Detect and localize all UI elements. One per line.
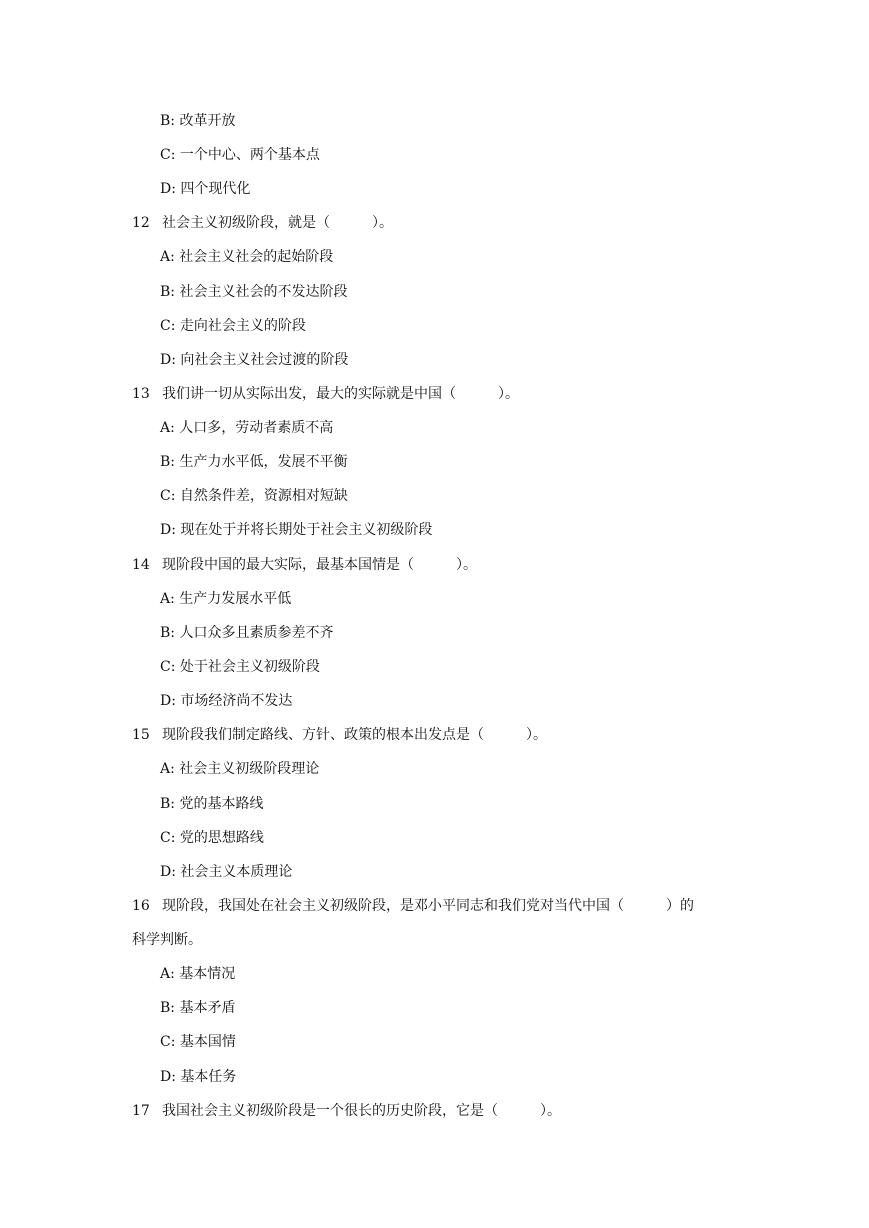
option-line: D: 基本任务 <box>160 1069 237 1085</box>
option-line: C: 基本国情 <box>160 1034 236 1050</box>
option-line: A: 社会主义社会的起始阶段 <box>160 249 334 265</box>
option-line: D: 四个现代化 <box>160 181 251 197</box>
question-line <box>132 1101 561 1121</box>
option-line: B: 党的基本路线 <box>160 796 264 812</box>
option-line: B: 人口众多且素质参差不齐 <box>160 625 334 641</box>
option-line: C: 处于社会主义初级阶段 <box>160 659 320 675</box>
option-line: A: 社会主义初级阶段理论 <box>160 761 320 777</box>
option-line: A: 生产力发展水平低 <box>160 591 292 607</box>
question-number: 16 <box>132 898 150 914</box>
option-line: B: 社会主义社会的不发达阶段 <box>160 284 348 300</box>
question-number: 14 <box>132 557 150 573</box>
option-line: B: 改革开放 <box>160 113 236 129</box>
question-continuation: 科学判断。 <box>132 932 202 948</box>
question-line <box>132 725 547 745</box>
option-line: C: 自然条件差，资源相对短缺 <box>160 488 348 504</box>
question-line <box>132 213 393 233</box>
question-text: 我们讲一切从实际出发，最大的实际就是中国（ ）。 <box>162 386 519 402</box>
option-line: C: 党的思想路线 <box>160 830 264 846</box>
question-number: 17 <box>132 1103 150 1119</box>
question-text: 我国社会主义初级阶段是一个很长的历史阶段，它是（ ）。 <box>162 1103 561 1119</box>
option-line: A: 基本情况 <box>160 966 236 982</box>
question-text: 现阶段我们制定路线、方针、政策的根本出发点是（ ）。 <box>162 727 547 743</box>
option-line: B: 生产力水平低，发展不平衡 <box>160 454 348 470</box>
question-line <box>132 896 694 916</box>
option-line: C: 一个中心、两个基本点 <box>160 147 320 163</box>
option-line: D: 市场经济尚不发达 <box>160 693 293 709</box>
option-line: D: 现在处于并将长期处于社会主义初级阶段 <box>160 522 433 538</box>
question-text: 社会主义初级阶段，就是（ ）。 <box>162 215 393 231</box>
question-text: 现阶段，我国处在社会主义初级阶段，是邓小平同志和我们党对当代中国（ ）的 <box>162 898 694 914</box>
question-text: 现阶段中国的最大实际，最基本国情是（ ）。 <box>162 557 477 573</box>
question-line <box>132 384 519 404</box>
question-line <box>132 555 477 575</box>
question-number: 15 <box>132 727 150 743</box>
option-line: D: 向社会主义社会过渡的阶段 <box>160 352 349 368</box>
question-number: 13 <box>132 386 150 402</box>
option-line: D: 社会主义本质理论 <box>160 864 293 880</box>
option-line: A: 人口多，劳动者素质不高 <box>160 420 334 436</box>
question-number: 12 <box>132 215 150 231</box>
option-line: B: 基本矛盾 <box>160 1000 236 1016</box>
option-line: C: 走向社会主义的阶段 <box>160 318 306 334</box>
